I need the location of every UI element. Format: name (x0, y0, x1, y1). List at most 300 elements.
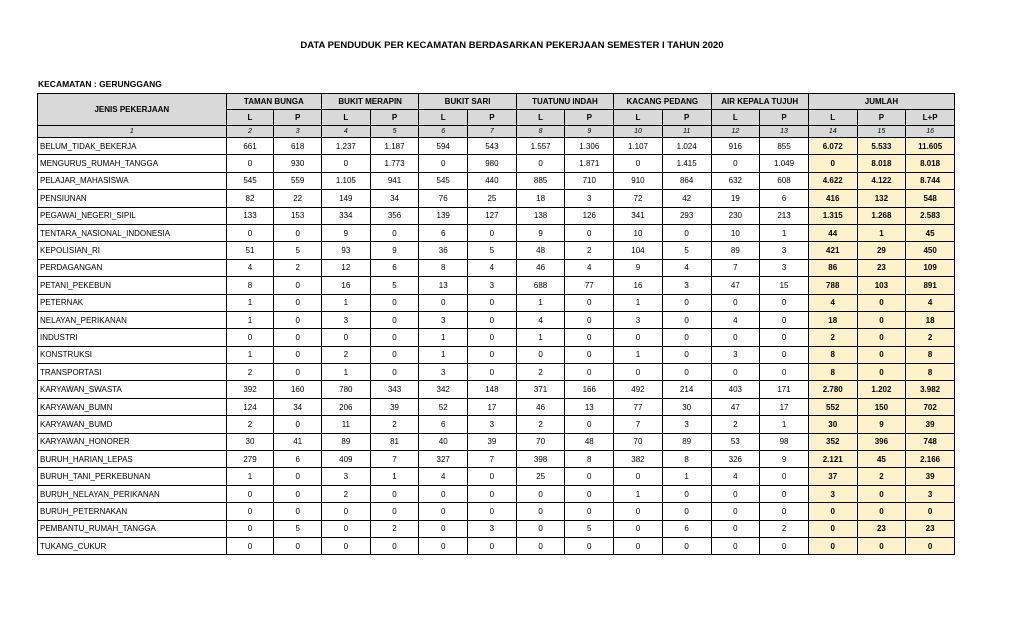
table-cell: 342 (419, 381, 468, 398)
table-cell: 0 (565, 311, 614, 328)
table-cell: 0 (419, 155, 468, 172)
table-cell-jumlah: 39 (906, 468, 955, 485)
table-cell: 279 (226, 451, 274, 468)
table-cell: 543 (468, 138, 517, 155)
table-cell: 5 (370, 277, 419, 294)
header-sub-cell: P (274, 110, 322, 126)
table-cell-jumlah: 8.018 (906, 155, 955, 172)
table-cell: 0 (274, 224, 322, 241)
table-cell-jumlah: 450 (906, 242, 955, 259)
table-cell-jumlah: 23 (857, 259, 906, 276)
table-cell: 6 (274, 451, 322, 468)
table-cell: 2 (760, 520, 809, 537)
table-cell-jumlah: 8 (808, 364, 857, 381)
table-cell-jumlah: 8 (906, 346, 955, 363)
table-cell: 1 (516, 294, 565, 311)
table-cell: 0 (662, 294, 711, 311)
table-cell: 206 (322, 398, 371, 415)
table-cell: 93 (322, 242, 371, 259)
table-cell: 0 (614, 537, 663, 554)
table-cell: 19 (711, 190, 760, 207)
table-cell-jumlah: 18 (808, 311, 857, 328)
table-cell: 2 (274, 259, 322, 276)
table-cell: 139 (419, 207, 468, 224)
table-cell-jumlah: 11.605 (906, 138, 955, 155)
table-cell: 0 (226, 503, 274, 520)
table-cell: 9 (370, 242, 419, 259)
table-cell: 0 (370, 329, 419, 346)
table-cell: 326 (711, 451, 760, 468)
header-index-cell: 4 (322, 126, 371, 138)
table-row (38, 364, 955, 381)
table-cell-jumlah: 0 (808, 155, 857, 172)
table-cell: 0 (614, 155, 663, 172)
table-cell: 618 (274, 138, 322, 155)
table-cell: 0 (662, 346, 711, 363)
table-cell-jumlah: 548 (906, 190, 955, 207)
table-cell: 7 (370, 451, 419, 468)
table-cell: 0 (370, 224, 419, 241)
table-cell: 4 (419, 468, 468, 485)
table-cell: 0 (614, 364, 663, 381)
header-sub-cell: L (226, 110, 274, 126)
table-cell-jumlah: 4.622 (808, 172, 857, 189)
table-cell: 0 (274, 329, 322, 346)
row-occupation-name: PETERNAK (38, 294, 227, 311)
table-cell: 0 (370, 294, 419, 311)
header-index-cell: 13 (760, 126, 809, 138)
table-cell: 0 (322, 520, 371, 537)
table-cell: 327 (419, 451, 468, 468)
table-cell: 409 (322, 451, 371, 468)
table-cell: 3 (419, 364, 468, 381)
table-cell: 0 (711, 329, 760, 346)
table-cell-jumlah: 748 (906, 433, 955, 450)
table-cell: 3 (322, 311, 371, 328)
table-cell: 1 (662, 468, 711, 485)
table-cell-jumlah: 1.268 (857, 207, 906, 224)
table-cell-jumlah: 0 (808, 537, 857, 554)
table-cell: 559 (274, 172, 322, 189)
table-cell-jumlah: 39 (906, 416, 955, 433)
table-cell: 171 (760, 381, 809, 398)
table-cell: 3 (614, 311, 663, 328)
header-sub-cell: P (662, 110, 711, 126)
table-cell: 15 (760, 277, 809, 294)
table-cell: 166 (565, 381, 614, 398)
table-cell: 0 (614, 520, 663, 537)
table-cell: 440 (468, 172, 517, 189)
header-sub-cell: L+P (906, 110, 955, 126)
table-row (38, 172, 955, 189)
header-sub-cell: L (808, 110, 857, 126)
table-cell: 0 (274, 416, 322, 433)
table-cell-jumlah: 2 (906, 329, 955, 346)
table-cell: 9 (614, 259, 663, 276)
table-cell: 0 (274, 485, 322, 502)
table-cell: 0 (711, 155, 760, 172)
table-cell-jumlah: 8 (906, 364, 955, 381)
table-cell: 1 (614, 485, 663, 502)
table-cell: 34 (274, 398, 322, 415)
header-index-cell: 6 (419, 126, 468, 138)
table-cell: 1 (760, 224, 809, 241)
table-cell: 72 (614, 190, 663, 207)
table-cell: 398 (516, 451, 565, 468)
row-occupation-name: BURUH_TANI_PERKEBUNAN (38, 468, 227, 485)
table-cell: 0 (565, 416, 614, 433)
table-cell: 492 (614, 381, 663, 398)
table-row (38, 520, 955, 537)
table-cell-jumlah: 0 (906, 503, 955, 520)
header-sub-cell: P (370, 110, 419, 126)
table-cell: 160 (274, 381, 322, 398)
table-cell: 2 (516, 364, 565, 381)
row-occupation-name: BURUH_HARIAN_LEPAS (38, 451, 227, 468)
table-cell: 10 (614, 224, 663, 241)
row-occupation-name: PENSIUNAN (38, 190, 227, 207)
table-cell-jumlah: 0 (857, 329, 906, 346)
table-cell-jumlah: 0 (857, 537, 906, 554)
table-cell: 8 (565, 451, 614, 468)
row-occupation-name: TENTARA_NASIONAL_INDONESIA (38, 224, 227, 241)
table-cell: 0 (468, 537, 517, 554)
table-row (38, 537, 955, 554)
header-sub-cell: L (322, 110, 371, 126)
table-cell: 0 (274, 503, 322, 520)
table-cell: 138 (516, 207, 565, 224)
table-cell: 0 (370, 364, 419, 381)
table-cell: 89 (662, 433, 711, 450)
table-cell: 0 (760, 537, 809, 554)
table-cell: 47 (711, 277, 760, 294)
table-cell: 910 (614, 172, 663, 189)
table-cell: 6 (419, 224, 468, 241)
kecamatan-label: KECAMATAN : GERUNGGANG (38, 79, 162, 89)
table-cell: 4 (226, 259, 274, 276)
table-cell: 0 (760, 468, 809, 485)
row-occupation-name: KARYAWAN_HONORER (38, 433, 227, 450)
table-cell: 0 (322, 537, 371, 554)
table-cell: 0 (760, 329, 809, 346)
table-cell: 82 (226, 190, 274, 207)
table-cell: 0 (468, 294, 517, 311)
table-cell: 104 (614, 242, 663, 259)
table-cell: 392 (226, 381, 274, 398)
table-cell: 293 (662, 207, 711, 224)
header-sub-cell: L (516, 110, 565, 126)
table-cell: 0 (565, 346, 614, 363)
header-group: BUKIT SARI (419, 94, 516, 110)
table-cell: 0 (468, 224, 517, 241)
table-cell: 127 (468, 207, 517, 224)
table-cell: 13 (565, 398, 614, 415)
header-index-cell: 8 (516, 126, 565, 138)
table-cell-jumlah: 1.315 (808, 207, 857, 224)
row-occupation-name: INDUSTRI (38, 329, 227, 346)
table-cell: 0 (226, 224, 274, 241)
table-cell: 81 (370, 433, 419, 450)
header-index-cell: 7 (468, 126, 517, 138)
table-cell: 632 (711, 172, 760, 189)
table-cell: 0 (226, 485, 274, 502)
table-cell: 0 (370, 537, 419, 554)
table-cell: 77 (614, 398, 663, 415)
table-cell: 1.105 (322, 172, 371, 189)
header-index-cell: 1 (38, 126, 227, 138)
row-occupation-name: KEPOLISIAN_RI (38, 242, 227, 259)
header-sub-cell: L (711, 110, 760, 126)
table-row (38, 503, 955, 520)
table-cell: 0 (322, 329, 371, 346)
header-index-cell: 2 (226, 126, 274, 138)
row-occupation-name: PETANI_PEKEBUN (38, 277, 227, 294)
table-cell: 0 (760, 485, 809, 502)
table-cell: 382 (614, 451, 663, 468)
table-cell: 51 (226, 242, 274, 259)
table-cell: 4 (468, 259, 517, 276)
table-cell: 0 (419, 485, 468, 502)
table-cell: 70 (516, 433, 565, 450)
table-cell-jumlah: 2.166 (906, 451, 955, 468)
row-occupation-name: BURUH_NELAYAN_PERIKANAN (38, 485, 227, 502)
table-cell: 0 (711, 537, 760, 554)
table-cell: 855 (760, 138, 809, 155)
table-cell: 0 (662, 364, 711, 381)
table-row (38, 311, 955, 328)
table-cell-jumlah: 109 (906, 259, 955, 276)
table-cell: 149 (322, 190, 371, 207)
table-cell-jumlah: 45 (857, 451, 906, 468)
table-cell: 545 (419, 172, 468, 189)
table-cell: 124 (226, 398, 274, 415)
table-cell-jumlah: 0 (857, 485, 906, 502)
table-cell: 11 (322, 416, 371, 433)
table-cell: 0 (516, 520, 565, 537)
table-cell-jumlah: 6.072 (808, 138, 857, 155)
table-cell-jumlah: 0 (857, 346, 906, 363)
table-cell-jumlah: 44 (808, 224, 857, 241)
table-cell: 8 (419, 259, 468, 276)
table-cell-jumlah: 23 (857, 520, 906, 537)
table-cell: 46 (516, 398, 565, 415)
table-cell: 53 (711, 433, 760, 450)
table-cell-jumlah: 396 (857, 433, 906, 450)
table-cell: 0 (516, 503, 565, 520)
table-cell: 4 (711, 311, 760, 328)
table-cell-jumlah: 9 (857, 416, 906, 433)
table-cell-jumlah: 0 (808, 503, 857, 520)
table-cell: 12 (322, 259, 371, 276)
table-cell-jumlah: 1.202 (857, 381, 906, 398)
row-occupation-name: PELAJAR_MAHASISWA (38, 172, 227, 189)
table-cell: 0 (565, 364, 614, 381)
table-cell: 3 (419, 311, 468, 328)
table-cell: 230 (711, 207, 760, 224)
table-cell-jumlah: 0 (857, 503, 906, 520)
table-cell: 930 (274, 155, 322, 172)
table-cell: 0 (274, 277, 322, 294)
table-row (38, 224, 955, 241)
table-cell: 2 (226, 364, 274, 381)
header-group: BUKIT MERAPIN (322, 94, 419, 110)
row-occupation-name: BURUH_PETERNAKAN (38, 503, 227, 520)
table-cell: 343 (370, 381, 419, 398)
table-cell: 1 (370, 468, 419, 485)
table-cell: 3 (565, 190, 614, 207)
table-cell: 0 (711, 520, 760, 537)
table-cell: 2 (322, 346, 371, 363)
table-cell: 0 (760, 364, 809, 381)
table-row (38, 190, 955, 207)
table-cell: 0 (565, 485, 614, 502)
table-cell: 3 (322, 468, 371, 485)
table-cell: 0 (662, 311, 711, 328)
table-cell: 0 (662, 329, 711, 346)
table-cell: 0 (322, 503, 371, 520)
table-cell-jumlah: 552 (808, 398, 857, 415)
table-cell: 3 (760, 242, 809, 259)
table-cell: 22 (274, 190, 322, 207)
table-row (38, 433, 955, 450)
table-cell-jumlah: 0 (857, 364, 906, 381)
header-jenis-pekerjaan: JENIS PEKERJAAN (38, 94, 227, 126)
table-cell: 0 (760, 294, 809, 311)
table-cell: 7 (711, 259, 760, 276)
table-row (38, 242, 955, 259)
table-cell: 7 (468, 451, 517, 468)
table-cell: 403 (711, 381, 760, 398)
table-cell: 0 (662, 537, 711, 554)
table-cell-jumlah: 5.533 (857, 138, 906, 155)
table-cell-jumlah: 2 (808, 329, 857, 346)
table-cell: 89 (322, 433, 371, 450)
table-cell: 1 (614, 346, 663, 363)
table-cell: 0 (274, 311, 322, 328)
header-sub-cell: L (419, 110, 468, 126)
header-group-jumlah: JUMLAH (808, 94, 954, 110)
table-cell-jumlah: 0 (808, 520, 857, 537)
table-cell-jumlah: 2.583 (906, 207, 955, 224)
header-index-cell: 15 (857, 126, 906, 138)
table-cell: 6 (370, 259, 419, 276)
document-title: DATA PENDUDUK PER KECAMATAN BERDASARKAN PEKERJAAN SEMESTER I TAHUN 2020 (300, 40, 724, 51)
table-cell: 5 (274, 242, 322, 259)
row-occupation-name: TUKANG_CUKUR (38, 537, 227, 554)
table-row (38, 259, 955, 276)
table-cell: 0 (711, 503, 760, 520)
table-cell: 3 (662, 416, 711, 433)
table-cell: 3 (468, 520, 517, 537)
table-cell: 1 (226, 294, 274, 311)
table-cell: 0 (468, 346, 517, 363)
table-cell: 6 (662, 520, 711, 537)
table-cell: 0 (419, 520, 468, 537)
table-cell: 1 (226, 346, 274, 363)
table-cell: 9 (516, 224, 565, 241)
table-cell: 780 (322, 381, 371, 398)
table-cell-jumlah: 45 (906, 224, 955, 241)
table-cell-jumlah: 2.121 (808, 451, 857, 468)
table-cell-jumlah: 30 (808, 416, 857, 433)
table-cell: 1 (419, 329, 468, 346)
table-cell: 7 (614, 416, 663, 433)
table-cell: 126 (565, 207, 614, 224)
table-cell: 980 (468, 155, 517, 172)
table-cell: 39 (468, 433, 517, 450)
header-index-cell: 9 (565, 126, 614, 138)
row-occupation-name: PEMBANTU_RUMAH_TANGGA (38, 520, 227, 537)
table-cell: 1.773 (370, 155, 419, 172)
table-cell: 341 (614, 207, 663, 224)
header-index-cell: 3 (274, 126, 322, 138)
table-row (38, 468, 955, 485)
table-cell: 1.187 (370, 138, 419, 155)
table-cell: 0 (662, 224, 711, 241)
header-sub-cell: L (614, 110, 663, 126)
table-cell: 4 (662, 259, 711, 276)
table-cell: 47 (711, 398, 760, 415)
table-cell-jumlah: 103 (857, 277, 906, 294)
table-cell: 4 (565, 259, 614, 276)
table-cell: 2 (322, 485, 371, 502)
table-cell: 0 (419, 503, 468, 520)
table-cell: 1.871 (565, 155, 614, 172)
table-row (38, 485, 955, 502)
header-index-cell: 12 (711, 126, 760, 138)
table-cell: 9 (760, 451, 809, 468)
table-cell: 30 (226, 433, 274, 450)
table-cell-jumlah: 8 (808, 346, 857, 363)
table-cell-jumlah: 416 (808, 190, 857, 207)
table-cell: 40 (419, 433, 468, 450)
table-cell: 0 (565, 503, 614, 520)
table-cell: 2 (370, 520, 419, 537)
table-cell-jumlah: 4 (808, 294, 857, 311)
table-cell-jumlah: 3 (808, 485, 857, 502)
table-cell: 9 (322, 224, 371, 241)
table-cell: 1.415 (662, 155, 711, 172)
table-cell: 0 (711, 294, 760, 311)
table-cell: 0 (274, 537, 322, 554)
header-sub-cell: P (760, 110, 809, 126)
table-cell: 41 (274, 433, 322, 450)
table-cell: 0 (370, 346, 419, 363)
table-cell: 48 (516, 242, 565, 259)
table-cell: 0 (226, 329, 274, 346)
table-cell: 1.306 (565, 138, 614, 155)
table-cell: 3 (711, 346, 760, 363)
table-cell: 0 (614, 468, 663, 485)
table-row (38, 398, 955, 415)
table-cell: 0 (516, 537, 565, 554)
table-cell: 17 (760, 398, 809, 415)
header-index-cell: 11 (662, 126, 711, 138)
table-cell: 153 (274, 207, 322, 224)
table-cell-jumlah: 86 (808, 259, 857, 276)
table-cell-jumlah: 4 (906, 294, 955, 311)
table-cell: 0 (760, 346, 809, 363)
table-cell: 5 (662, 242, 711, 259)
table-cell-jumlah: 132 (857, 190, 906, 207)
table-cell: 25 (516, 468, 565, 485)
table-cell: 1.024 (662, 138, 711, 155)
table-cell: 0 (516, 155, 565, 172)
table-row (38, 451, 955, 468)
table-cell-jumlah: 352 (808, 433, 857, 450)
table-cell: 0 (565, 294, 614, 311)
table-cell: 133 (226, 207, 274, 224)
